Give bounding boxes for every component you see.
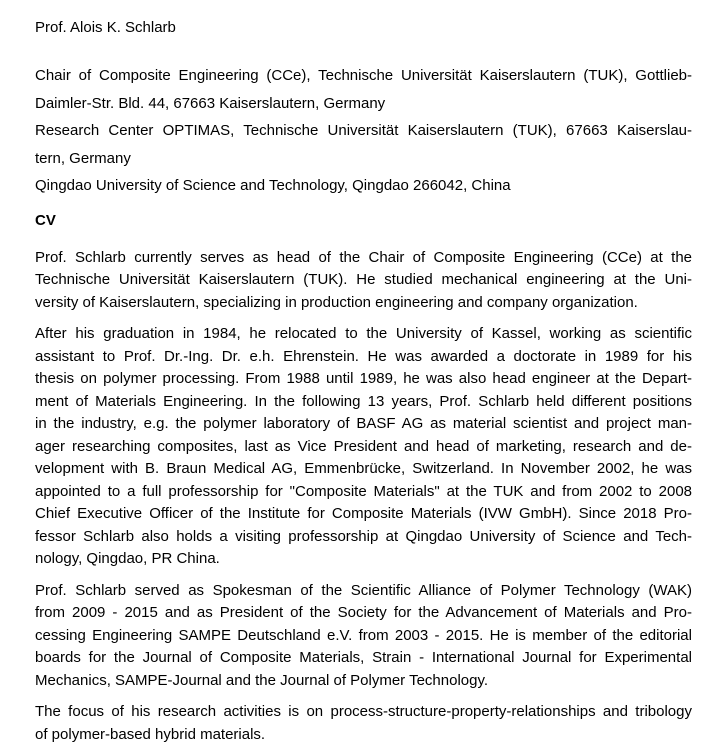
text-line: Research Center OPTIMAS, Technische Universität Kaiserslautern (TUK), 67663 Kaiserslau- xyxy=(35,122,692,139)
affiliation-entry xyxy=(35,172,692,200)
text-line: Mechanics, SAMPE-Journal and the Journal of Polymer Technology. xyxy=(35,671,489,689)
text-line: thesis on polymer processing. From 1988 until 1989, he was also head engineer at the Depart- xyxy=(35,370,692,387)
text-line: tern, Germany xyxy=(35,149,131,167)
text-line: boards for the Journal of Composite Materials, Strain - International Journal for Experimental xyxy=(35,649,692,666)
affiliation-entry xyxy=(35,117,692,172)
text-line: Daimler-Str. Bld. 44, 67663 Kaiserslautern, Germany xyxy=(35,94,386,112)
text-line: Prof. Schlarb currently serves as head of the Chair of Composite Engineering (CCe) at the xyxy=(35,248,692,266)
text-line: ment of Materials Engineering. In the following 13 years, Prof. Schlarb held different positions xyxy=(35,392,692,410)
text-line: of polymer-based hybrid materials. xyxy=(35,725,266,743)
text-line: Chief Executive Officer of the Institute for Composite Materials (IVW GmbH). Since 2018 Pro- xyxy=(35,505,692,522)
text-line: Prof. Schlarb served as Spokesman of the Scientific Alliance of Polymer Technology (WAK) xyxy=(35,581,692,599)
text-line: from 2009 - 2015 and as President of the Society for the Advancement of Materials and Pro- xyxy=(35,604,692,621)
text-line: fessor Schlarb also holds a visiting professorship at Qingdao University of Science and Tech- xyxy=(35,527,692,545)
paragraph xyxy=(35,580,692,693)
affiliations-block xyxy=(35,62,692,200)
affiliation-entry xyxy=(35,62,692,117)
text-line: appointed to a full professorship for "Composite Materials" at the TUK and from 2002 to 2008 xyxy=(35,482,692,500)
paragraph xyxy=(35,701,692,745)
text-line: Qingdao University of Science and Technology, Qingdao 266042, China xyxy=(35,177,511,194)
text-line: Chair of Composite Engineering (CCe), Technische Universität Kaiserslautern (TUK), Gottlieb- xyxy=(35,67,692,84)
text-line: After his graduation in 1984, he relocated to the University of Kassel, working as scientific xyxy=(35,325,692,342)
text-line: in the industry, e.g. the polymer laboratory of BASF AG as material scientist and project man- xyxy=(35,415,692,432)
author-name: Prof. Alois K. Schlarb xyxy=(35,19,176,36)
text-line: ager researching composites, last as Vice President and head of marketing, research and de- xyxy=(35,437,692,455)
text-line: nology, Qingdao, PR China. xyxy=(35,550,220,567)
text-line: Technische Universität Kaiserslautern (TUK). He studied mechanical engineering at the Uni- xyxy=(35,271,692,288)
paragraph xyxy=(35,247,692,315)
text-line: velopment with B. Braun Medical AG, Emmenbrücke, Switzerland. In November 2002, he was xyxy=(35,460,692,477)
cv-heading: CV xyxy=(35,211,56,229)
text-line: cessing Engineering SAMPE Deutschland e.V. from 2003 - 2015. He is member of the editorial xyxy=(35,626,692,644)
paragraph xyxy=(35,323,692,571)
text-line: assistant to Prof. Dr.-Ing. Dr. e.h. Ehrenstein. He was awarded a doctorate in 1989 for his xyxy=(35,347,692,365)
text-line: versity of Kaiserslautern, specializing in production engineering and company organization. xyxy=(35,293,638,311)
text-line: The focus of his research activities is on process-structure-property-relationships and tribology xyxy=(35,703,692,720)
cv-paragraphs xyxy=(35,247,692,745)
